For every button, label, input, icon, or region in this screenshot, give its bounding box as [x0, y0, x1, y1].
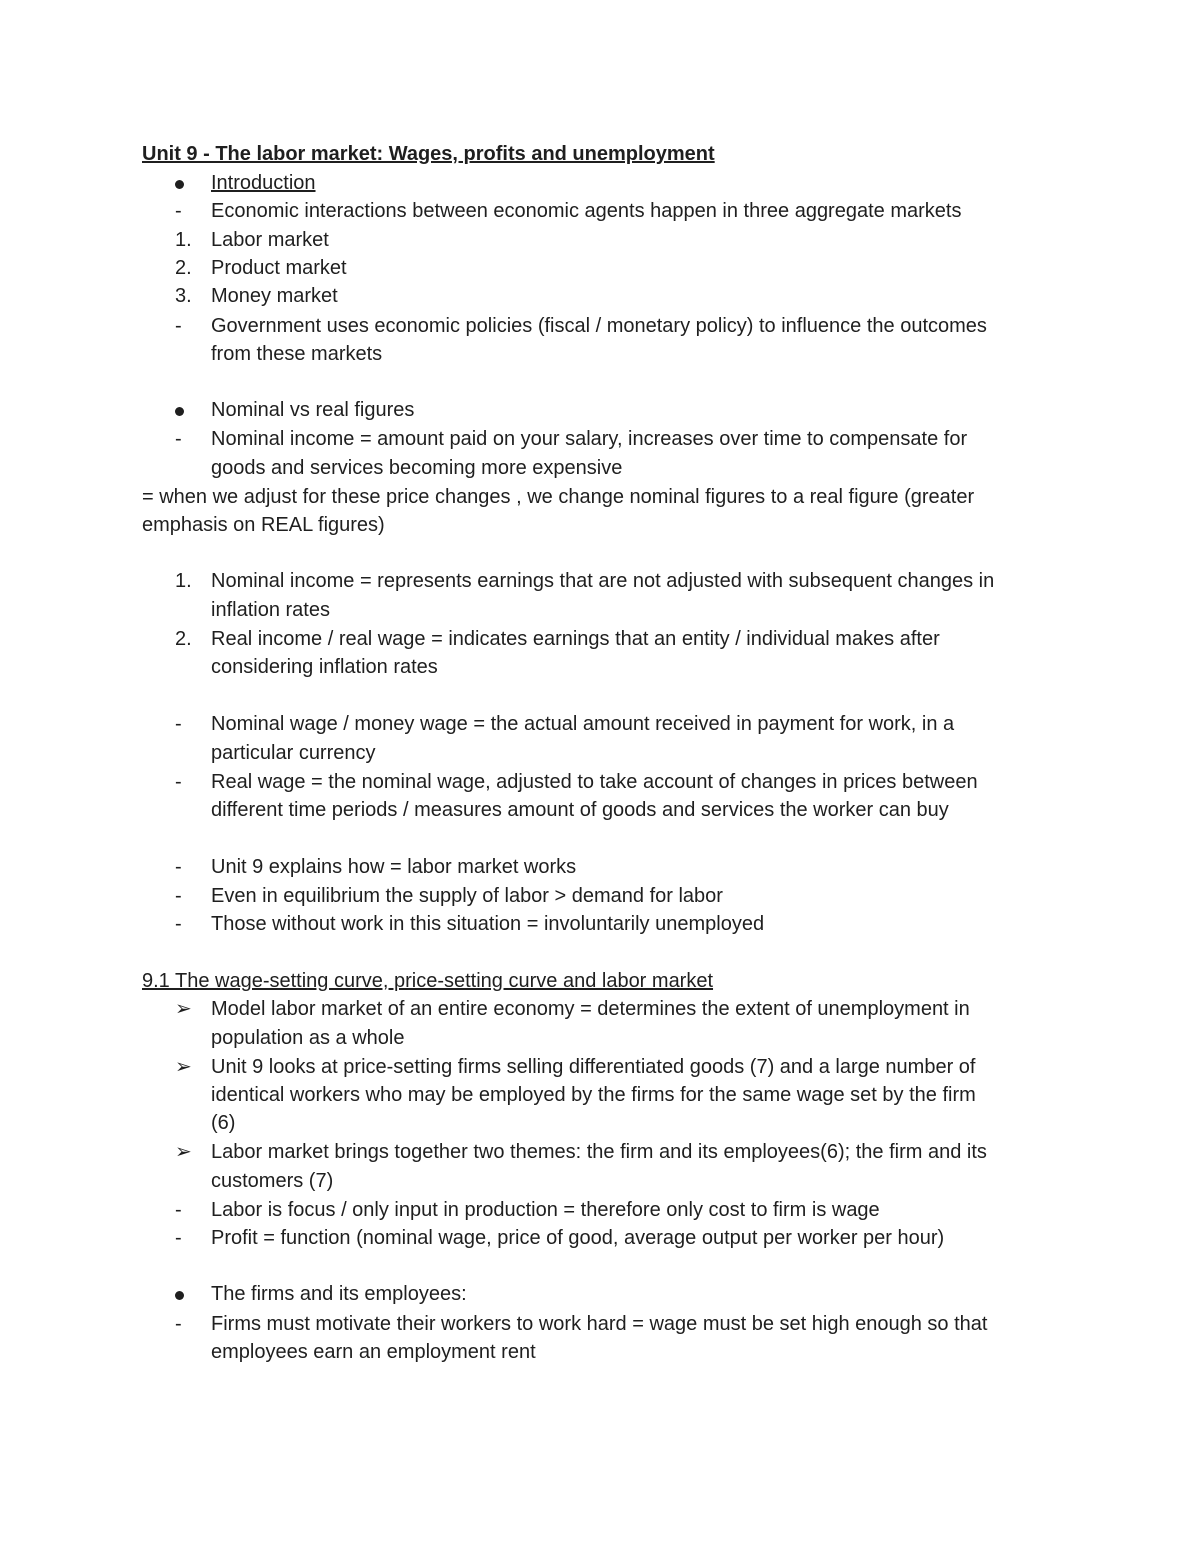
labor-focus-line: Labor is focus / only input in production = therefore only cost to firm is wage: [211, 1199, 880, 1221]
intro-line-1: Economic interactions between economic agents happen in three aggregate markets: [211, 200, 962, 222]
arrow-bullet-icon: ➢: [175, 998, 192, 1020]
number-marker-3: 3.: [175, 285, 192, 307]
bullet-dot-icon: [175, 407, 184, 416]
government-line-cont: from these markets: [211, 343, 383, 365]
model-labor-market-line-cont: population as a whole: [211, 1027, 405, 1049]
two-themes-line-cont: customers (7): [211, 1170, 334, 1192]
dash-marker: -: [175, 913, 182, 935]
definition-real-income: Real income / real wage = indicates earnings that an entity / individual makes after: [211, 628, 940, 650]
equilibrium-line: Even in equilibrium the supply of labor > demand for labor: [211, 885, 723, 907]
number-marker-2: 2.: [175, 257, 192, 279]
number-marker-2: 2.: [175, 628, 192, 650]
dash-marker: -: [175, 428, 182, 450]
price-setting-firms-line: Unit 9 looks at price-setting firms selling differentiated goods (7) and a large number of: [211, 1056, 976, 1078]
arrow-bullet-icon: ➢: [175, 1056, 192, 1078]
market-item-2: Product market: [211, 257, 347, 279]
model-labor-market-line: Model labor market of an entire economy = determines the extent of unemployment in: [211, 998, 970, 1020]
dash-marker: -: [175, 1199, 182, 1221]
dash-marker: -: [175, 713, 182, 735]
real-wage-line-cont: different time periods / measures amount of goods and services the worker can buy: [211, 799, 949, 821]
section-9-1-heading: 9.1 The wage-setting curve, price-setting curve and labor market: [142, 970, 714, 992]
nominal-income-line: Nominal income = amount paid on your salary, increases over time to compensate for: [211, 428, 968, 450]
nominal-wage-line-cont: particular currency: [211, 742, 376, 764]
two-themes-line: Labor market brings together two themes: the firm and its employees(6); the firm and its: [211, 1141, 987, 1163]
price-setting-firms-line-cont-2: (6): [211, 1112, 236, 1134]
document-title: Unit 9 - The labor market: Wages, profits and unemployment: [142, 143, 715, 165]
market-item-1: Labor market: [211, 229, 329, 251]
dash-marker: -: [175, 200, 182, 222]
market-item-3: Money market: [211, 285, 338, 307]
arrow-bullet-icon: ➢: [175, 1141, 192, 1163]
dash-marker: -: [175, 315, 182, 337]
definition-nominal-income-cont: inflation rates: [211, 599, 330, 621]
intro-heading: Introduction: [211, 172, 316, 194]
firms-heading: The firms and its employees:: [211, 1283, 467, 1305]
adjust-line-cont: emphasis on REAL figures): [142, 514, 385, 536]
definition-real-income-cont: considering inflation rates: [211, 656, 438, 678]
nominal-wage-line: Nominal wage / money wage = the actual amount received in payment for work, in a: [211, 713, 955, 735]
definition-nominal-income: Nominal income = represents earnings that are not adjusted with subsequent changes in: [211, 570, 995, 592]
bullet-dot-icon: [175, 1291, 184, 1300]
motivate-workers-line: Firms must motivate their workers to work hard = wage must be set high enough so that: [211, 1313, 988, 1335]
adjust-line: = when we adjust for these price changes , we change nominal figures to a real figure (greater: [142, 486, 975, 508]
government-line: Government uses economic policies (fiscal / monetary policy) to influence the outcomes: [211, 315, 987, 337]
unit9-explains-line: Unit 9 explains how = labor market works: [211, 856, 577, 878]
number-marker-1: 1.: [175, 570, 192, 592]
number-marker-1: 1.: [175, 229, 192, 251]
dash-marker: -: [175, 1227, 182, 1249]
real-wage-line: Real wage = the nominal wage, adjusted to take account of changes in prices between: [211, 771, 978, 793]
price-setting-firms-line-cont: identical workers who may be employed by the firms for the same wage set by the firm: [211, 1084, 976, 1106]
nominal-heading: Nominal vs real figures: [211, 399, 415, 421]
nominal-income-line-cont: goods and services becoming more expensive: [211, 457, 623, 479]
dash-marker: -: [175, 856, 182, 878]
dash-marker: -: [175, 1313, 182, 1335]
dash-marker: -: [175, 771, 182, 793]
involuntary-unemployed-line: Those without work in this situation = involuntarily unemployed: [211, 913, 765, 935]
motivate-workers-line-cont: employees earn an employment rent: [211, 1341, 536, 1363]
bullet-dot-icon: [175, 180, 184, 189]
dash-marker: -: [175, 885, 182, 907]
profit-function-line: Profit = function (nominal wage, price of good, average output per worker per hour): [211, 1227, 945, 1249]
